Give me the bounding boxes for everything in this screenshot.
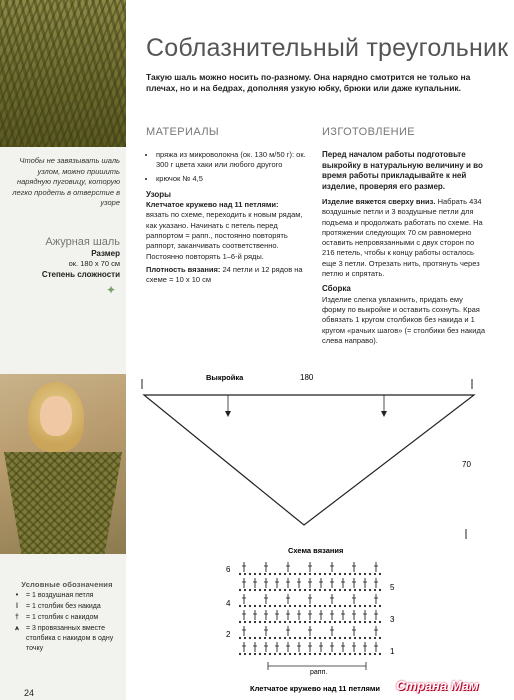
patterns-heading: Узоры bbox=[146, 189, 171, 199]
legend-item bbox=[8, 602, 126, 612]
chain-stitch-mark bbox=[274, 621, 276, 623]
double-crochet-icon: † bbox=[15, 614, 19, 621]
chain-stitch-mark bbox=[334, 589, 336, 591]
chain-stitch-mark bbox=[239, 653, 241, 655]
chain-stitch-mark bbox=[314, 637, 316, 639]
chain-stitch-mark bbox=[249, 653, 251, 655]
cluster-stitch-icon: ⩚ bbox=[15, 625, 19, 632]
chain-stitch-mark bbox=[304, 621, 306, 623]
chain-stitch-mark bbox=[249, 573, 251, 575]
chain-stitch-mark bbox=[289, 605, 291, 607]
chain-stitch-mark bbox=[349, 589, 351, 591]
chain-stitch-mark bbox=[344, 621, 346, 623]
materials-heading: МАТЕРИАЛЫ bbox=[146, 126, 220, 138]
chain-stitch-mark bbox=[334, 605, 336, 607]
legend-item bbox=[8, 591, 126, 601]
difficulty-label: Степень сложности bbox=[41, 270, 120, 279]
chain-stitch-mark bbox=[379, 605, 381, 607]
chain-stitch-mark bbox=[314, 653, 316, 655]
lace-heading: Клетчатое кружево над 11 петлями: bbox=[146, 200, 279, 210]
chain-stitch-mark bbox=[294, 573, 296, 575]
chain-stitch-mark bbox=[374, 605, 376, 607]
chain-stitch-mark bbox=[329, 637, 331, 639]
row-number: 5 bbox=[390, 583, 395, 592]
chain-stitch-mark bbox=[284, 637, 286, 639]
chain-stitch-mark bbox=[374, 637, 376, 639]
repeat-label: рапп. bbox=[310, 669, 328, 676]
chain-stitch-mark bbox=[254, 621, 256, 623]
chain-stitch-mark bbox=[294, 605, 296, 607]
chain-stitch-mark bbox=[299, 653, 301, 655]
chain-stitch-mark bbox=[364, 621, 366, 623]
chain-stitch-mark bbox=[364, 605, 366, 607]
intro-text: Такую шаль можно носить по-разному. Она нарядно смотрится не только на плечах, но и на бедрах, дополняя узкую юбку, брюки или даже купальник. bbox=[146, 72, 471, 93]
chain-stitch-mark bbox=[324, 605, 326, 607]
chain-stitch-mark bbox=[359, 573, 361, 575]
density-heading: Плотность вязания: bbox=[146, 264, 221, 274]
chain-stitch-mark bbox=[299, 573, 301, 575]
chain-stitch-mark bbox=[359, 653, 361, 655]
chain-stitch-mark bbox=[259, 605, 261, 607]
chain-stitch-mark bbox=[364, 573, 366, 575]
chain-stitch-mark bbox=[284, 573, 286, 575]
size-label: Размер bbox=[91, 249, 120, 258]
chain-stitch-mark bbox=[349, 637, 351, 639]
chain-stitch-mark bbox=[239, 605, 241, 607]
making-heading: ИЗГОТОВЛЕНИЕ bbox=[322, 126, 415, 138]
chain-stitch-mark bbox=[339, 605, 341, 607]
chain-stitch-mark bbox=[314, 589, 316, 591]
chain-stitch-mark bbox=[279, 605, 281, 607]
making-top bbox=[322, 197, 487, 279]
chain-stitch-icon: • bbox=[15, 592, 19, 599]
chain-stitch-mark bbox=[244, 653, 246, 655]
chain-stitch-mark bbox=[314, 605, 316, 607]
chain-stitch-mark bbox=[259, 637, 261, 639]
chain-stitch-mark bbox=[324, 589, 326, 591]
chain-stitch-mark bbox=[324, 621, 326, 623]
chain-stitch-mark bbox=[294, 637, 296, 639]
chain-stitch-mark bbox=[369, 621, 371, 623]
making-column bbox=[322, 150, 487, 351]
chain-stitch-mark bbox=[364, 637, 366, 639]
chain-stitch-mark bbox=[344, 589, 346, 591]
chain-stitch-mark bbox=[344, 605, 346, 607]
pattern-name: Ажурная шаль bbox=[45, 236, 120, 248]
chain-stitch-mark bbox=[274, 653, 276, 655]
single-crochet-icon: ǀ bbox=[16, 603, 18, 610]
chain-stitch-mark bbox=[379, 637, 381, 639]
chain-stitch-mark bbox=[354, 605, 356, 607]
chain-stitch-mark bbox=[379, 621, 381, 623]
chain-stitch-mark bbox=[309, 605, 311, 607]
row-number: 6 bbox=[226, 565, 231, 574]
chain-stitch-mark bbox=[264, 653, 266, 655]
chain-stitch-mark bbox=[254, 589, 256, 591]
legend-item bbox=[8, 613, 126, 623]
chain-stitch-mark bbox=[344, 653, 346, 655]
chain-stitch-mark bbox=[299, 637, 301, 639]
pattern-diagram bbox=[130, 365, 514, 545]
chain-stitch-mark bbox=[359, 637, 361, 639]
chain-stitch-mark bbox=[304, 589, 306, 591]
chain-stitch-mark bbox=[359, 621, 361, 623]
chain-stitch-mark bbox=[319, 653, 321, 655]
chain-stitch-mark bbox=[269, 589, 271, 591]
chain-stitch-mark bbox=[259, 653, 261, 655]
chain-stitch-mark bbox=[249, 605, 251, 607]
legend-text: = 3 провязанных вместе столбика с накидом в одну точку bbox=[26, 625, 114, 652]
legend-text: = 1 воздушная петля bbox=[26, 592, 94, 599]
chain-stitch-mark bbox=[254, 605, 256, 607]
chain-stitch-mark bbox=[274, 637, 276, 639]
chain-stitch-mark bbox=[254, 573, 256, 575]
chain-stitch-mark bbox=[304, 573, 306, 575]
chain-stitch-mark bbox=[269, 573, 271, 575]
chart-title: Схема вязания bbox=[288, 546, 344, 555]
height-label: 70 bbox=[462, 460, 471, 469]
making-lead: Перед началом работы подготовьте выкройку в натуральную величину и во время работы прикладывайте к ней изделие, проверяя его размер. bbox=[322, 150, 483, 191]
chain-stitch-mark bbox=[309, 589, 311, 591]
legend-text: = 1 столбик без накида bbox=[26, 603, 101, 610]
chain-stitch-mark bbox=[339, 637, 341, 639]
chain-stitch-mark bbox=[354, 637, 356, 639]
chain-stitch-mark bbox=[244, 621, 246, 623]
top-heading: Изделие вяжется сверху вниз. bbox=[322, 197, 436, 206]
chain-stitch-mark bbox=[359, 605, 361, 607]
chain-stitch-mark bbox=[239, 621, 241, 623]
chain-stitch-mark bbox=[289, 621, 291, 623]
chain-stitch-mark bbox=[319, 621, 321, 623]
materials-item: • пряжа из микроволокна (ок. 130 м/50 г): ок. 300 г цвета хаки или любого другого bbox=[156, 150, 310, 171]
lace-text: вязать по схеме, переходить к новым рядам, как указано. Начинать с петель перед раппортом = рапп., постоянно повторять раппорт, заканчивать соответственно. Постоянно повторять 1–6-й ряды. bbox=[146, 210, 303, 261]
watermark: Страна Мам bbox=[396, 678, 479, 693]
chain-stitch-mark bbox=[344, 637, 346, 639]
chain-stitch-mark bbox=[314, 573, 316, 575]
chain-stitch-mark bbox=[284, 605, 286, 607]
chain-stitch-mark bbox=[339, 573, 341, 575]
chain-stitch-mark bbox=[369, 605, 371, 607]
chain-stitch-mark bbox=[259, 621, 261, 623]
row-number: 3 bbox=[390, 615, 395, 624]
chain-stitch-mark bbox=[289, 653, 291, 655]
chain-stitch-mark bbox=[374, 573, 376, 575]
chain-stitch-mark bbox=[264, 637, 266, 639]
chain-stitch-mark bbox=[369, 589, 371, 591]
chain-stitch-mark bbox=[349, 621, 351, 623]
chain-stitch-mark bbox=[289, 589, 291, 591]
chain-stitch-mark bbox=[299, 589, 301, 591]
chain-stitch-mark bbox=[299, 621, 301, 623]
chain-stitch-mark bbox=[244, 637, 246, 639]
chain-stitch-mark bbox=[254, 637, 256, 639]
width-label: 180 bbox=[300, 373, 314, 382]
chain-stitch-mark bbox=[374, 589, 376, 591]
chain-stitch-mark bbox=[269, 653, 271, 655]
chain-stitch-mark bbox=[309, 637, 311, 639]
chain-stitch-mark bbox=[294, 653, 296, 655]
chain-stitch-mark bbox=[379, 589, 381, 591]
chain-stitch-mark bbox=[274, 605, 276, 607]
row-number: 1 bbox=[390, 647, 395, 656]
chain-stitch-mark bbox=[329, 589, 331, 591]
chain-stitch-mark bbox=[334, 573, 336, 575]
chain-stitch-mark bbox=[294, 589, 296, 591]
chain-stitch-mark bbox=[284, 621, 286, 623]
chain-stitch-mark bbox=[289, 573, 291, 575]
chain-stitch-mark bbox=[249, 589, 251, 591]
page-number: 24 bbox=[24, 688, 35, 698]
chain-stitch-mark bbox=[264, 605, 266, 607]
chain-stitch-mark bbox=[339, 653, 341, 655]
chain-stitch-mark bbox=[329, 605, 331, 607]
chain-stitch-mark bbox=[284, 589, 286, 591]
assembly-heading: Сборка bbox=[322, 284, 351, 294]
chain-stitch-mark bbox=[294, 621, 296, 623]
chain-stitch-mark bbox=[379, 573, 381, 575]
chain-stitch-mark bbox=[264, 573, 266, 575]
legend-text: = 1 столбик с накидом bbox=[26, 614, 99, 621]
chain-stitch-mark bbox=[279, 637, 281, 639]
size-value: ок. 180 х 70 см bbox=[68, 259, 120, 268]
model-face bbox=[40, 396, 72, 436]
model-shawl bbox=[4, 452, 122, 554]
chain-stitch-mark bbox=[279, 653, 281, 655]
chain-stitch-mark bbox=[279, 589, 281, 591]
chain-stitch-mark bbox=[299, 605, 301, 607]
chain-stitch-mark bbox=[334, 637, 336, 639]
chain-stitch-mark bbox=[349, 605, 351, 607]
chain-stitch-mark bbox=[374, 621, 376, 623]
chain-stitch-mark bbox=[349, 573, 351, 575]
chain-stitch-mark bbox=[349, 653, 351, 655]
chart-grid bbox=[239, 562, 381, 655]
photo-caption: Чтобы не завязывать шаль узлом, можно пришить нарядную пуговицу, которую легко продеть в отверстие в узоре bbox=[12, 156, 120, 207]
chain-stitch-mark bbox=[279, 573, 281, 575]
chain-stitch-mark bbox=[269, 637, 271, 639]
chain-stitch-mark bbox=[239, 573, 241, 575]
arrow-head-left bbox=[225, 411, 231, 417]
chain-stitch-mark bbox=[364, 653, 366, 655]
chain-stitch-mark bbox=[324, 653, 326, 655]
chain-stitch-mark bbox=[249, 637, 251, 639]
chain-stitch-mark bbox=[354, 621, 356, 623]
chain-stitch-mark bbox=[319, 605, 321, 607]
chain-stitch-mark bbox=[244, 573, 246, 575]
chain-stitch-mark bbox=[244, 605, 246, 607]
chain-stitch-mark bbox=[309, 621, 311, 623]
density-text: 24 петли и 12 рядов на схеме = 10 х 10 см bbox=[146, 264, 303, 285]
chain-stitch-mark bbox=[304, 605, 306, 607]
chain-stitch-mark bbox=[274, 573, 276, 575]
symbol-legend bbox=[8, 580, 126, 654]
assembly-text: Изделие слегка увлажнить, придать ему форму по выкройке и оставить сохнуть. Края обвязать 1 кругом столбиков без накида и 1 кругом «рачьих шагов» (= столбики без накида слева направо). bbox=[322, 294, 486, 345]
chain-stitch-mark bbox=[344, 573, 346, 575]
chain-stitch-mark bbox=[334, 653, 336, 655]
chain-stitch-mark bbox=[309, 573, 311, 575]
chain-stitch-mark bbox=[239, 589, 241, 591]
row-number: 2 bbox=[226, 630, 231, 639]
chain-stitch-mark bbox=[324, 637, 326, 639]
chain-stitch-mark bbox=[339, 589, 341, 591]
chain-stitch-mark bbox=[279, 621, 281, 623]
chain-stitch-mark bbox=[239, 637, 241, 639]
chart-caption: Клетчатое кружево над 11 петлями bbox=[250, 684, 381, 693]
chain-stitch-mark bbox=[354, 573, 356, 575]
row-number: 4 bbox=[226, 599, 231, 608]
chain-stitch-mark bbox=[269, 605, 271, 607]
chain-stitch-mark bbox=[259, 589, 261, 591]
arrow-head-right bbox=[381, 411, 387, 417]
chain-stitch-mark bbox=[314, 621, 316, 623]
triangle-outline bbox=[144, 395, 474, 525]
chain-stitch-mark bbox=[264, 589, 266, 591]
shawl-knot-photo bbox=[0, 0, 126, 147]
pattern-label: Выкройка bbox=[206, 373, 244, 382]
chain-stitch-mark bbox=[319, 637, 321, 639]
chain-stitch-mark bbox=[369, 637, 371, 639]
legend-item bbox=[8, 624, 126, 654]
chain-stitch-mark bbox=[329, 573, 331, 575]
chain-stitch-mark bbox=[304, 653, 306, 655]
chain-stitch-mark bbox=[274, 589, 276, 591]
chain-stitch-mark bbox=[324, 573, 326, 575]
chain-stitch-mark bbox=[269, 621, 271, 623]
chain-stitch-mark bbox=[369, 653, 371, 655]
diamond-icon: ✦ bbox=[106, 283, 117, 297]
materials-column bbox=[146, 150, 310, 286]
chain-stitch-mark bbox=[374, 653, 376, 655]
chain-stitch-mark bbox=[264, 621, 266, 623]
chain-stitch-mark bbox=[329, 621, 331, 623]
page-title: Соблазнительный треугольник bbox=[146, 34, 509, 62]
chain-stitch-mark bbox=[369, 573, 371, 575]
density bbox=[146, 265, 310, 286]
chain-stitch-mark bbox=[329, 653, 331, 655]
chain-stitch-mark bbox=[354, 653, 356, 655]
chain-stitch-mark bbox=[309, 653, 311, 655]
chain-stitch-mark bbox=[339, 621, 341, 623]
chain-stitch-mark bbox=[289, 637, 291, 639]
materials-item: • крючок № 4,5 bbox=[156, 174, 310, 184]
chain-stitch-mark bbox=[249, 621, 251, 623]
chain-stitch-mark bbox=[354, 589, 356, 591]
top-text: Набрать 434 воздушные петли и 3 воздушные петли для подъема и продолжать работать по схеме. На протяжении следующих 70 см равномерно оставить непровязанными с двух сторон по 216 петель, чтобы к концу работы осталось еще 3 петли. Отрезать нить, протянуть через петлю и спрятать. bbox=[322, 197, 483, 279]
chain-stitch-mark bbox=[284, 653, 286, 655]
chain-stitch-mark bbox=[359, 589, 361, 591]
chain-stitch-mark bbox=[244, 589, 246, 591]
chain-stitch-mark bbox=[319, 589, 321, 591]
chain-stitch-mark bbox=[319, 573, 321, 575]
chain-stitch-mark bbox=[259, 573, 261, 575]
chain-stitch-mark bbox=[364, 589, 366, 591]
chain-stitch-mark bbox=[304, 637, 306, 639]
materials-list bbox=[146, 150, 310, 184]
chain-stitch-mark bbox=[254, 653, 256, 655]
legend-title: Условные обозначения bbox=[21, 580, 113, 589]
chain-stitch-mark bbox=[334, 621, 336, 623]
chain-stitch-mark bbox=[379, 653, 381, 655]
model-photo bbox=[0, 374, 126, 554]
stitch-chart bbox=[220, 544, 420, 694]
